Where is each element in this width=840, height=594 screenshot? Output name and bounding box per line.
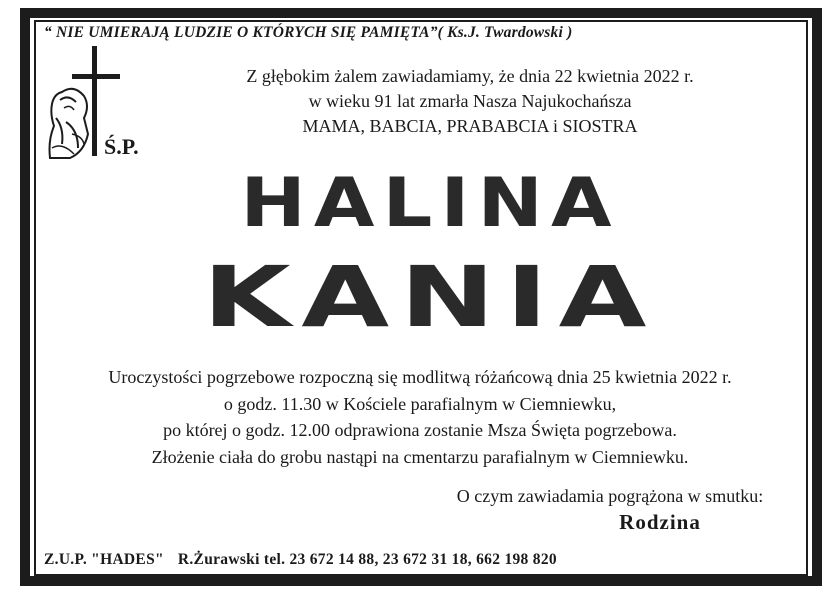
quote-author: ( Ks.J. Twardowski ) <box>437 24 573 41</box>
funeral-home-contact: R.Żurawski tel. 23 672 14 88, 23 672 31 18, 662 198 820 <box>177 551 557 568</box>
ceremony-line: o godz. 11.30 w Kościele parafialnym w Ciemniewku, <box>223 393 617 414</box>
announcement-line: MAMA, BABCIA, PRABABCIA i SIOSTRA <box>302 116 638 136</box>
signature-family: Rodzina <box>619 510 701 534</box>
death-announcement <box>200 64 740 139</box>
ceremony-line: Złożenie ciała do grobu nastąpi na cmentarzu parafialnym w Ciemniewku. <box>151 446 689 467</box>
funeral-home-name: Z.U.P. "HADES" <box>44 551 164 568</box>
ceremony-line: Uroczystości pogrzebowe rozpoczną się modlitwą różańcową dnia 25 kwietnia 2022 r. <box>108 367 732 387</box>
ceremony-line: po której o godz. 12.00 odprawiona zostanie Msza Święta pogrzebowa. <box>163 420 677 440</box>
funeral-details <box>50 364 790 470</box>
signature-intro: O czym zawiadamia pogrążona w smutku: <box>456 486 764 506</box>
deceased-last-name: KANIA <box>202 248 658 346</box>
sp-label: Ś.P. <box>104 134 139 159</box>
memorial-quote <box>44 24 572 42</box>
deceased-first-name: HALINA <box>240 164 620 243</box>
announcement-line: Z głębokim żalem zawiadamiamy, że dnia 22 kwietnia 2022 r. <box>246 66 694 86</box>
funeral-home-footer <box>44 551 557 569</box>
announcement-line: w wieku 91 lat zmarła Nasza Najukochańsza <box>308 91 632 111</box>
quote-text: “ NIE UMIERAJĄ LUDZIE O KTÓRYCH SIĘ PAMIĘTA” <box>44 24 438 41</box>
